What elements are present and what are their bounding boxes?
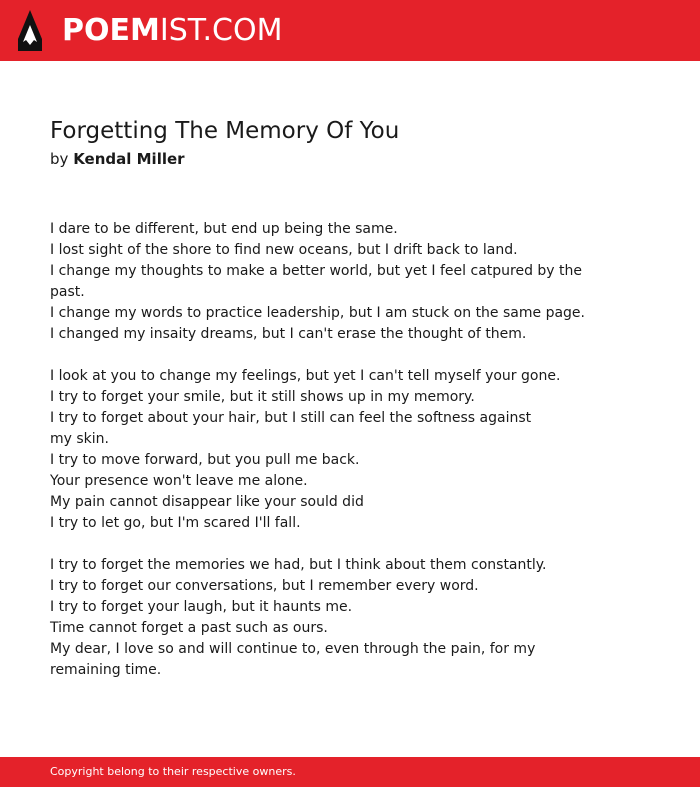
poem-line: I try to forget your laugh, but it haunts me. (50, 599, 353, 615)
poem-line: I change my words to practice leadership, but I am stuck on the same page. (50, 305, 585, 321)
poem-line: I try to forget the memories we had, but I think about them constantly. (50, 557, 547, 573)
byline (50, 149, 185, 169)
site-header (0, 0, 700, 61)
poem-line: I changed my insaity dreams, but I can't erase the thought of them. (50, 326, 527, 342)
brand-bold: POEM (62, 13, 160, 48)
poem-line: I try to forget our conversations, but I remember every word. (50, 578, 479, 594)
poem-body (50, 219, 585, 702)
poem-line: I dare to be different, but end up being the same. (50, 221, 398, 237)
by-label: by (50, 150, 69, 168)
poem-title: Forgetting The Memory Of You (50, 118, 400, 144)
poem-line: I look at you to change my feelings, but yet I can't tell myself your gone. (50, 368, 561, 384)
poem-line: I lost sight of the shore to find new oceans, but I drift back to land. (50, 242, 518, 258)
stanza (50, 555, 580, 681)
site-logo[interactable] (62, 13, 282, 49)
poem-line: I try to forget about your hair, but I still can feel the softness against (50, 410, 532, 426)
stanza (50, 219, 585, 345)
poem-line: My dear, I love so and will continue to, even through the pain, for my (50, 641, 536, 657)
poem-line: My pain cannot disappear like your sould did (50, 494, 364, 510)
stanza (50, 366, 580, 534)
pencil-tip-icon[interactable] (17, 9, 43, 52)
poem-line: I try to forget your smile, but it still shows up in my memory. (50, 389, 475, 405)
author-name: Kendal Miller (73, 150, 185, 168)
brand-light: IST.COM (159, 13, 283, 48)
poem-line: remaining time. (50, 662, 162, 678)
site-footer (0, 757, 700, 787)
copyright-notice: Copyright belong to their respective owners. (50, 765, 296, 778)
poem-line: I try to let go, but I'm scared I'll fall. (50, 515, 301, 531)
poem-line: Time cannot forget a past such as ours. (50, 620, 328, 636)
poem-line: I try to move forward, but you pull me back. (50, 452, 360, 468)
poem-line: my skin. (50, 431, 109, 447)
poem-line: past. (50, 284, 85, 300)
poem-line: I change my thoughts to make a better world, but yet I feel catpured by the (50, 263, 583, 279)
poem-line: Your presence won't leave me alone. (50, 473, 308, 489)
